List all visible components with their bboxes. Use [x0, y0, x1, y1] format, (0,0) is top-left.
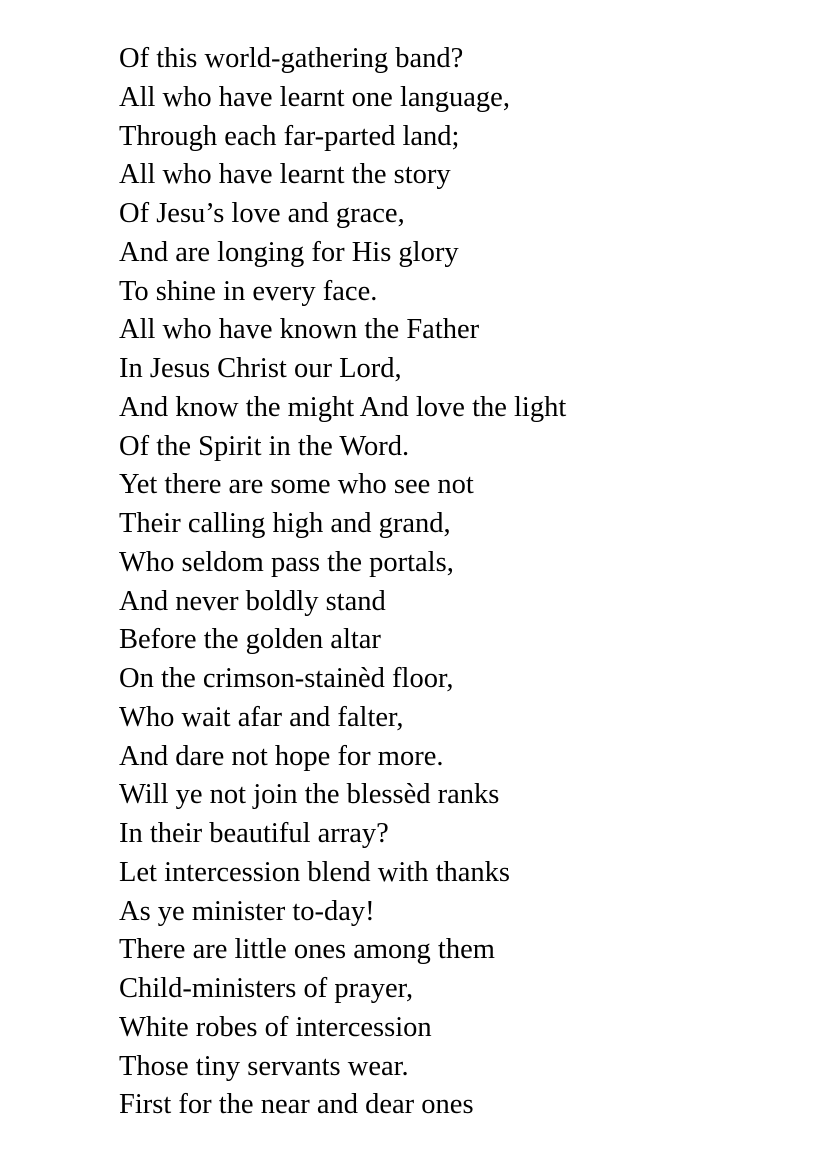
poem-line: Yet there are some who see not — [119, 469, 474, 501]
poem-line: On the crimson-stainèd floor, — [119, 663, 454, 694]
poem-line: There are little ones among them — [119, 934, 495, 966]
poem-line: Of this world-gathering band? — [119, 43, 464, 74]
poem-line: To shine in every face. — [119, 275, 378, 307]
poem-line: Child-ministers of prayer, — [119, 973, 414, 1004]
poem-line: Let intercession blend with thanks — [119, 856, 510, 888]
poem-line: As ye minister to-day! — [119, 895, 375, 927]
poem-line: Before the golden altar — [119, 624, 381, 656]
poem-line: Of Jesu’s love and grace, — [119, 198, 405, 229]
poem-line: In their beautiful array? — [119, 818, 389, 849]
poem-line: All who have learnt the story — [119, 159, 451, 191]
poem-line: Will ye not join the blessèd ranks — [119, 779, 500, 811]
poem-line: And know the might And love the light — [119, 391, 567, 423]
poem-line: First for the near and dear ones — [119, 1089, 474, 1121]
poem-line: And dare not hope for more. — [119, 740, 444, 772]
poem-line: Through each far-parted land; — [119, 120, 460, 152]
poem-line: Their calling high and grand, — [119, 508, 451, 539]
poem-line: And are longing for His glory — [119, 236, 459, 268]
poem-line: In Jesus Christ our Lord, — [119, 353, 402, 384]
poem-line: All who have known the Father — [119, 314, 480, 346]
poem-line: Who seldom pass the portals, — [119, 546, 454, 578]
poem-text — [119, 40, 566, 1125]
poem-line: Who wait afar and falter, — [119, 701, 404, 733]
poem-line: All who have learnt one language, — [119, 81, 510, 113]
poem-line: And never boldly stand — [119, 585, 386, 617]
poem-line: Those tiny servants wear. — [119, 1050, 409, 1082]
poem-line: Of the Spirit in the Word. — [119, 430, 410, 462]
poem-line: White robes of intercession — [119, 1011, 432, 1043]
